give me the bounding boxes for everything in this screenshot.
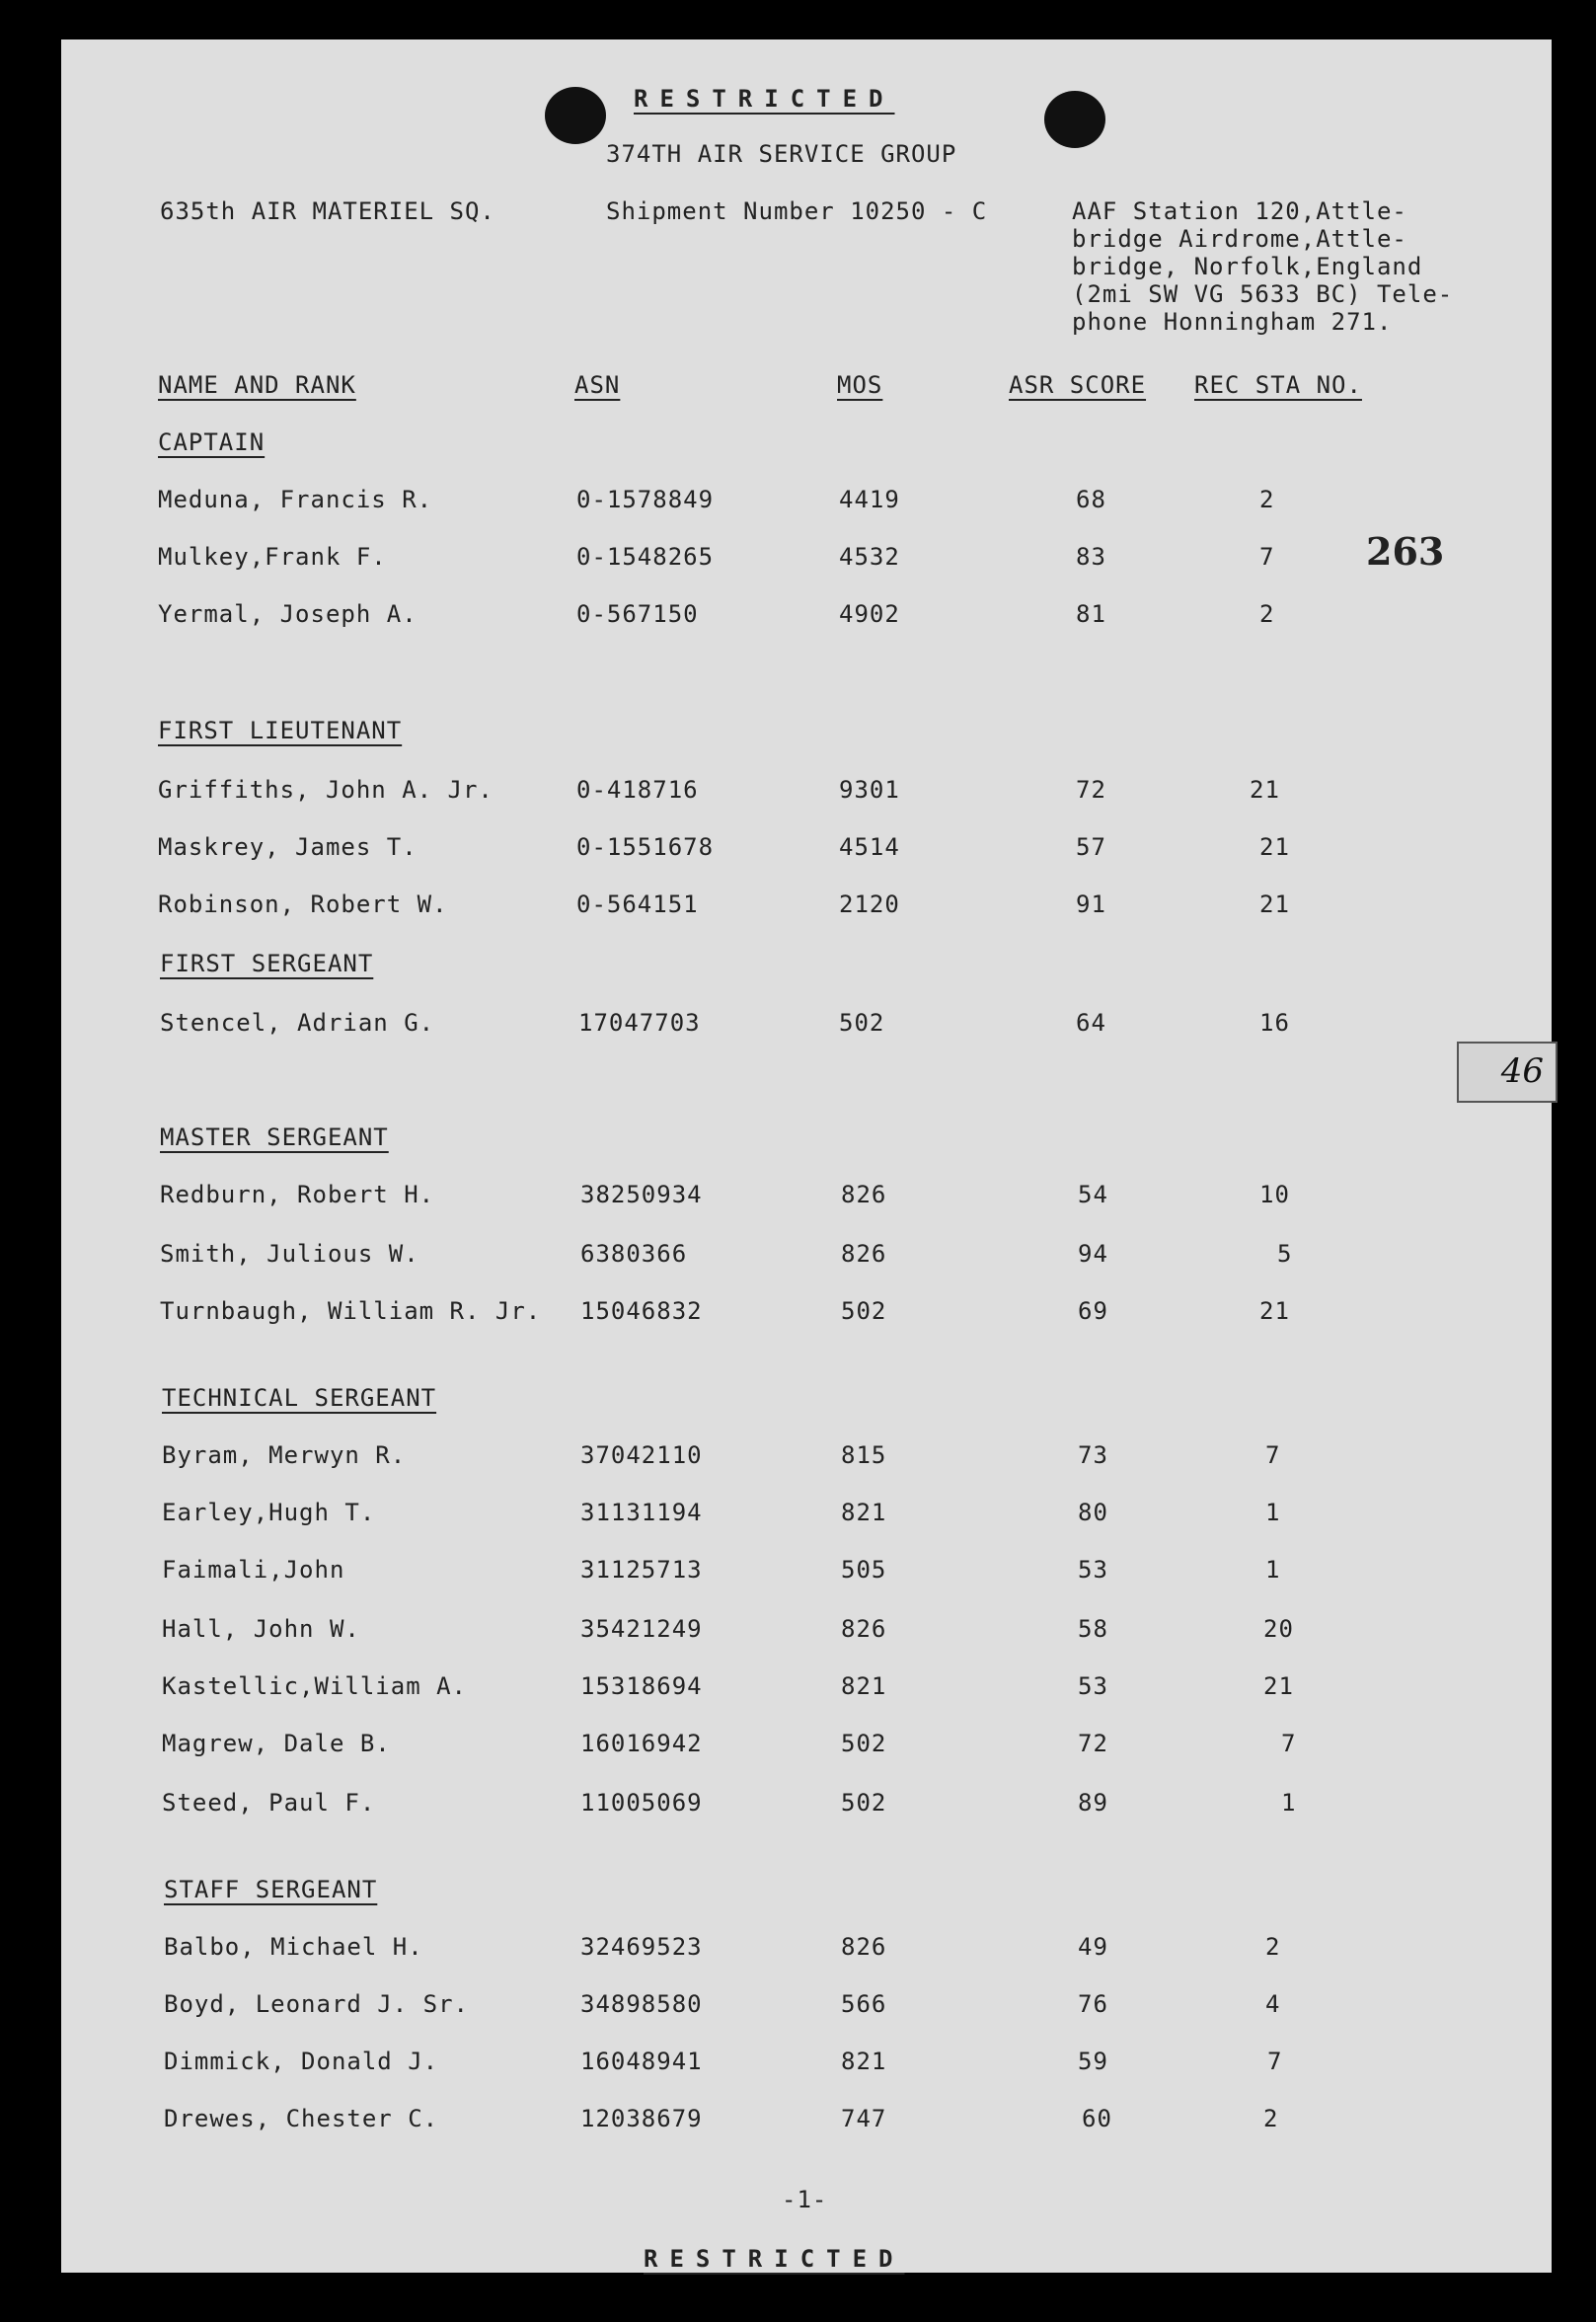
row-asn: 38250934 — [580, 1181, 703, 1208]
row-rec: 7 — [1267, 2048, 1283, 2075]
row-rec: 21 — [1259, 890, 1290, 918]
row-name: Steed, Paul F. — [162, 1789, 376, 1817]
row-rec: 1 — [1265, 1556, 1281, 1584]
row-asn: 31125713 — [580, 1556, 703, 1584]
document-page — [61, 39, 1552, 2273]
row-rec: 21 — [1259, 833, 1290, 861]
row-rec: 7 — [1265, 1441, 1281, 1469]
rank-heading: MASTER SERGEANT — [160, 1123, 389, 1151]
row-rec: 4 — [1265, 1990, 1281, 2018]
row-name: Meduna, Francis R. — [158, 486, 433, 513]
row-asr: 72 — [1078, 1730, 1108, 1757]
row-asr: 53 — [1078, 1672, 1108, 1700]
row-name: Earley,Hugh T. — [162, 1499, 376, 1526]
handwritten-page-number: 263 — [1366, 529, 1445, 574]
row-name: Balbo, Michael H. — [164, 1933, 423, 1961]
row-rec: 2 — [1259, 600, 1275, 628]
row-asn: 35421249 — [580, 1615, 703, 1643]
row-asr: 57 — [1076, 833, 1106, 861]
row-mos: 826 — [841, 1933, 887, 1961]
row-mos: 826 — [841, 1240, 887, 1268]
row-asn: 16048941 — [580, 2048, 703, 2075]
row-asr: 73 — [1078, 1441, 1108, 1469]
row-mos: 502 — [839, 1009, 885, 1037]
row-mos: 9301 — [839, 776, 900, 804]
rank-heading: CAPTAIN — [158, 428, 266, 456]
squadron-name: 635th AIR MATERIEL SQ. — [160, 197, 495, 225]
row-asr: 49 — [1078, 1933, 1108, 1961]
classification-bottom: RESTRICTED — [644, 2245, 905, 2273]
row-name: Yermal, Joseph A. — [158, 600, 418, 628]
row-asn: 6380366 — [580, 1240, 688, 1268]
rank-heading: FIRST LIEUTENANT — [158, 717, 403, 744]
row-asn: 37042110 — [580, 1441, 703, 1469]
row-name: Boyd, Leonard J. Sr. — [164, 1990, 469, 2018]
row-asn: 0-1548265 — [576, 543, 715, 571]
row-mos: 826 — [841, 1181, 887, 1208]
row-rec: 20 — [1263, 1615, 1294, 1643]
row-rec: 21 — [1259, 1297, 1290, 1325]
row-asn: 0-418716 — [576, 776, 699, 804]
row-mos: 566 — [841, 1990, 887, 2018]
row-asr: 68 — [1076, 486, 1106, 513]
row-asr: 59 — [1078, 2048, 1108, 2075]
station-line: bridge Airdrome,Attle- — [1072, 225, 1407, 253]
row-asr: 69 — [1078, 1297, 1108, 1325]
row-name: Byram, Merwyn R. — [162, 1441, 407, 1469]
col-header-mos: MOS — [837, 371, 883, 399]
row-name: Faimali,John — [162, 1556, 345, 1584]
row-asr: 54 — [1078, 1181, 1108, 1208]
row-mos: 815 — [841, 1441, 887, 1469]
row-mos: 821 — [841, 1672, 887, 1700]
row-asr: 53 — [1078, 1556, 1108, 1584]
row-rec: 1 — [1265, 1499, 1281, 1526]
row-name: Smith, Julious W. — [160, 1240, 419, 1268]
row-asn: 11005069 — [580, 1789, 703, 1817]
row-name: Magrew, Dale B. — [162, 1730, 391, 1757]
row-asr: 81 — [1076, 600, 1106, 628]
row-rec: 16 — [1259, 1009, 1290, 1037]
punch-hole-left — [545, 87, 606, 144]
row-mos: 747 — [841, 2105, 887, 2132]
row-rec: 1 — [1281, 1789, 1297, 1817]
row-mos: 821 — [841, 1499, 887, 1526]
row-asr: 58 — [1078, 1615, 1108, 1643]
row-asn: 15318694 — [580, 1672, 703, 1700]
row-asn: 32469523 — [580, 1933, 703, 1961]
file-index-tab — [1457, 1042, 1558, 1103]
row-rec: 2 — [1265, 1933, 1281, 1961]
row-mos: 2120 — [839, 890, 900, 918]
station-line: AAF Station 120,Attle- — [1072, 197, 1407, 225]
row-rec: 21 — [1263, 1672, 1294, 1700]
row-asn: 16016942 — [580, 1730, 703, 1757]
col-header-asr: ASR SCORE — [1009, 371, 1147, 399]
shipment-number: Shipment Number 10250 - C — [606, 197, 988, 225]
row-name: Stencel, Adrian G. — [160, 1009, 435, 1037]
rank-heading: TECHNICAL SERGEANT — [162, 1384, 437, 1412]
station-line: (2mi SW VG 5633 BC) Tele- — [1072, 280, 1454, 308]
tab-number: 46 — [1500, 1051, 1544, 1091]
row-rec: 21 — [1250, 776, 1280, 804]
row-name: Redburn, Robert H. — [160, 1181, 435, 1208]
row-asr: 64 — [1076, 1009, 1106, 1037]
row-asr: 60 — [1082, 2105, 1112, 2132]
row-asr: 72 — [1076, 776, 1106, 804]
row-name: Kastellic,William A. — [162, 1672, 467, 1700]
station-line: phone Honningham 271. — [1072, 308, 1393, 336]
row-name: Turnbaugh, William R. Jr. — [160, 1297, 542, 1325]
col-header-name: NAME AND RANK — [158, 371, 356, 399]
rank-heading: STAFF SERGEANT — [164, 1876, 378, 1903]
row-mos: 4902 — [839, 600, 900, 628]
row-mos: 502 — [841, 1730, 887, 1757]
row-asr: 94 — [1078, 1240, 1108, 1268]
row-name: Dimmick, Donald J. — [164, 2048, 439, 2075]
row-asn: 0-564151 — [576, 890, 699, 918]
row-asn: 31131194 — [580, 1499, 703, 1526]
row-rec: 7 — [1259, 543, 1275, 571]
row-asn: 0-1578849 — [576, 486, 715, 513]
row-mos: 502 — [841, 1297, 887, 1325]
row-rec: 5 — [1277, 1240, 1293, 1268]
row-asr: 91 — [1076, 890, 1106, 918]
row-asr: 83 — [1076, 543, 1106, 571]
classification-top: RESTRICTED — [634, 85, 895, 113]
row-asn: 17047703 — [578, 1009, 701, 1037]
rank-heading: FIRST SERGEANT — [160, 950, 374, 977]
page-number: -1- — [782, 2186, 828, 2213]
punch-hole-right — [1044, 91, 1105, 148]
row-name: Drewes, Chester C. — [164, 2105, 439, 2132]
row-name: Hall, John W. — [162, 1615, 360, 1643]
row-name: Mulkey,Frank F. — [158, 543, 387, 571]
row-asn: 0-567150 — [576, 600, 699, 628]
row-asr: 89 — [1078, 1789, 1108, 1817]
row-asn: 15046832 — [580, 1297, 703, 1325]
row-asn: 0-1551678 — [576, 833, 715, 861]
row-mos: 505 — [841, 1556, 887, 1584]
col-header-rec: REC STA NO. — [1194, 371, 1362, 399]
row-asn: 12038679 — [580, 2105, 703, 2132]
row-rec: 10 — [1259, 1181, 1290, 1208]
row-name: Maskrey, James T. — [158, 833, 418, 861]
row-asr: 80 — [1078, 1499, 1108, 1526]
row-mos: 4532 — [839, 543, 900, 571]
row-rec: 2 — [1263, 2105, 1279, 2132]
row-name: Griffiths, John A. Jr. — [158, 776, 494, 804]
row-mos: 821 — [841, 2048, 887, 2075]
station-line: bridge, Norfolk,England — [1072, 253, 1423, 280]
row-asn: 34898580 — [580, 1990, 703, 2018]
group-title: 374TH AIR SERVICE GROUP — [606, 140, 957, 168]
row-rec: 7 — [1281, 1730, 1297, 1757]
col-header-asn: ASN — [574, 371, 621, 399]
row-mos: 4514 — [839, 833, 900, 861]
row-mos: 502 — [841, 1789, 887, 1817]
row-rec: 2 — [1259, 486, 1275, 513]
row-mos: 4419 — [839, 486, 900, 513]
row-name: Robinson, Robert W. — [158, 890, 448, 918]
row-asr: 76 — [1078, 1990, 1108, 2018]
row-mos: 826 — [841, 1615, 887, 1643]
